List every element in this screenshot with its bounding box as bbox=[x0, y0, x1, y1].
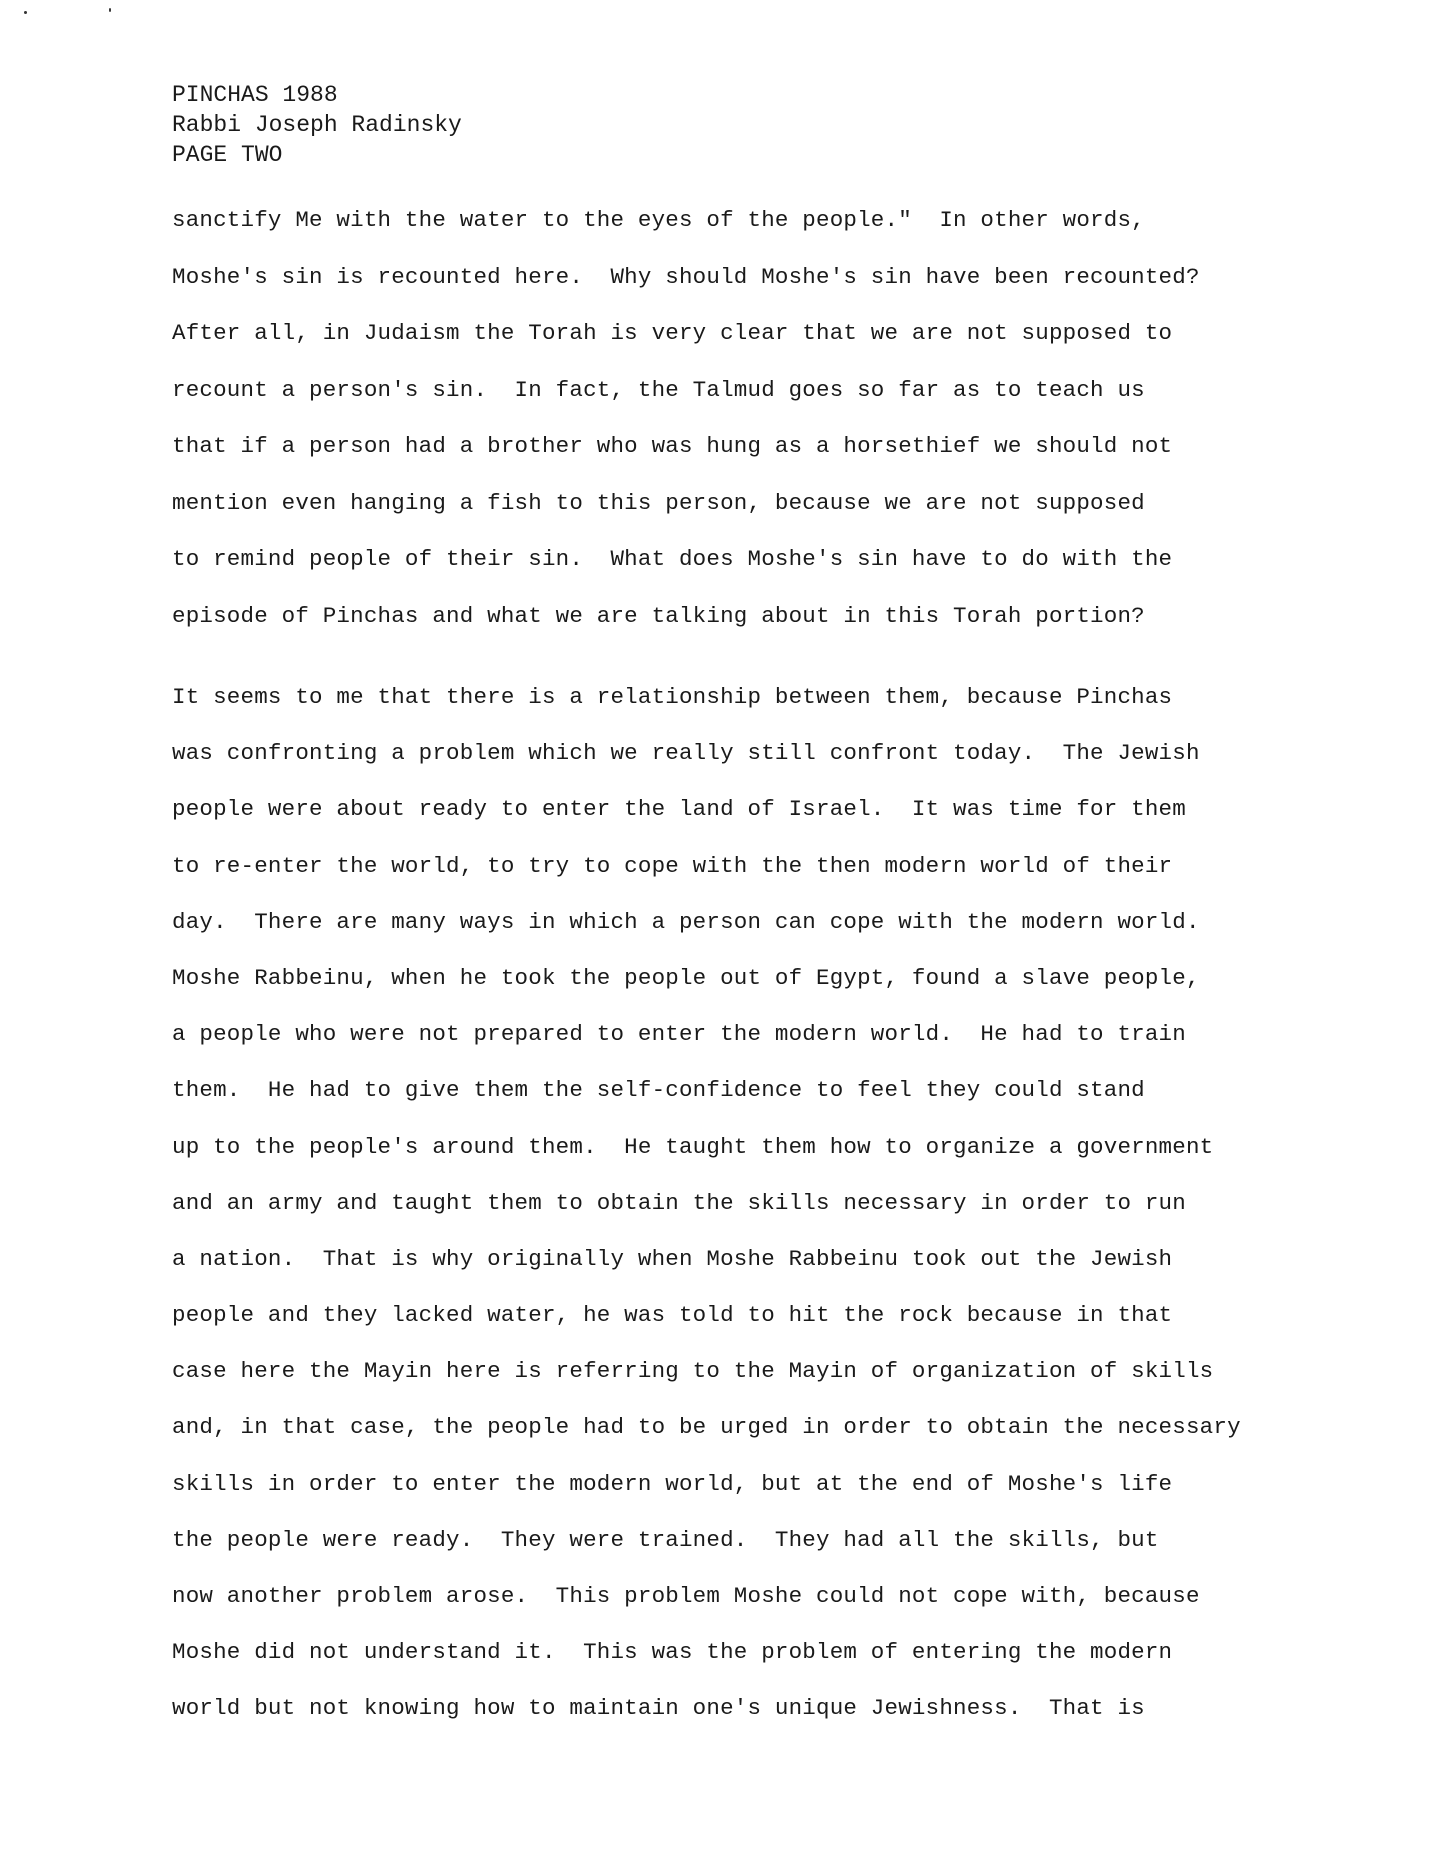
text-line: to remind people of their sin. What does Moshe's sin have to do with the bbox=[172, 546, 1173, 572]
text-line: now another problem arose. This problem Moshe could not cope with, because bbox=[172, 1583, 1200, 1609]
page-label: PAGE TWO bbox=[172, 142, 283, 168]
document-title: PINCHAS 1988 bbox=[172, 82, 338, 108]
text-line: case here the Mayin here is referring to the Mayin of organization of skills bbox=[172, 1358, 1214, 1385]
scan-speck bbox=[109, 8, 111, 12]
text-line: and an army and taught them to obtain the skills necessary in order to run bbox=[172, 1189, 1186, 1216]
document-author: Rabbi Joseph Radinsky bbox=[172, 112, 462, 138]
text-line: the people were ready. They were trained. They had all the skills, but bbox=[172, 1526, 1159, 1553]
text-line: skills in order to enter the modern world, but at the end of Moshe's life bbox=[172, 1470, 1173, 1497]
text-line: was confronting a problem which we really still confront today. The Jewish bbox=[172, 740, 1200, 767]
paragraph-2 bbox=[172, 669, 1241, 1737]
text-line: sanctify Me with the water to the eyes of the people." In other words, bbox=[172, 207, 1145, 233]
text-line: Moshe Rabbeinu, when he took the people out of Egypt, found a slave people, bbox=[172, 964, 1200, 991]
text-line: people were about ready to enter the land of Israel. It was time for them bbox=[172, 796, 1186, 823]
text-line: recount a person's sin. In fact, the Talmud goes so far as to teach us bbox=[172, 376, 1145, 403]
text-line: Moshe's sin is recounted here. Why should Moshe's sin have been recounted? bbox=[172, 263, 1200, 290]
text-line: world but not knowing how to maintain one's unique Jewishness. That is bbox=[172, 1695, 1145, 1722]
text-line: them. He had to give them the self-confidence to feel they could stand bbox=[172, 1077, 1145, 1104]
text-line: day. There are many ways in which a person can cope with the modern world. bbox=[172, 908, 1200, 935]
scan-speck bbox=[24, 11, 27, 14]
text-line: Moshe did not understand it. This was the problem of entering the modern bbox=[172, 1639, 1173, 1666]
text-line: It seems to me that there is a relationship between them, because Pinchas bbox=[172, 684, 1173, 710]
text-line: that if a person had a brother who was hung as a horsethief we should not bbox=[172, 433, 1173, 459]
text-line: up to the people's around them. He taught them how to organize a government bbox=[172, 1133, 1214, 1160]
text-line: and, in that case, the people had to be urged in order to obtain the necessary bbox=[172, 1414, 1241, 1441]
text-line: people and they lacked water, he was told to hit the rock because in that bbox=[172, 1302, 1173, 1329]
document-header bbox=[172, 80, 462, 170]
text-line: a nation. That is why originally when Moshe Rabbeinu took out the Jewish bbox=[172, 1245, 1173, 1272]
text-line: to re-enter the world, to try to cope with the then modern world of their bbox=[172, 852, 1173, 879]
text-line: episode of Pinchas and what we are talking about in this Torah portion? bbox=[172, 602, 1145, 629]
text-line: After all, in Judaism the Torah is very clear that we are not supposed to bbox=[172, 320, 1173, 346]
text-line: mention even hanging a fish to this person, because we are not supposed bbox=[172, 489, 1145, 516]
paragraph-1 bbox=[172, 192, 1200, 644]
text-line: a people who were not prepared to enter the modern world. He had to train bbox=[172, 1021, 1186, 1048]
